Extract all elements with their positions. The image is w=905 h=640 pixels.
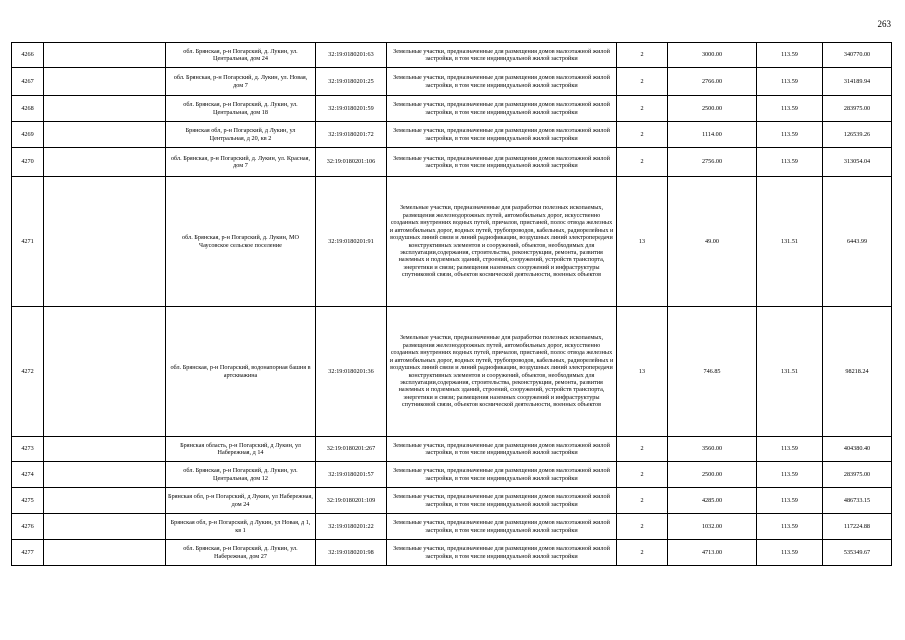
empty-cell [44, 177, 166, 307]
group-code-cell: 2 [617, 122, 668, 148]
land-use-description-cell: Земельные участки, предназначенные для разработки полезных ископаемых, размещения железнодорожных путей, автомобильных дорог, искусственно созданных внутренних водных путей, причалов, пристаней, полос отвода железных и автомобильных дорог, водных путей, трубопроводов, кабельных, радиорелейных и воздушных линий связи и линий радиофикации, воздушных линий электропередачи конструктивных элементов и сооружений, объектов, необходимых для эксплуатации,содержания, строительства, реконструкции, ремонта, развития наземных и подземных зданий, строений, сооружений, устройств транспорта, энергетики и связи; размещения наземных сооружений и инфраструктуры спутниковой связи, объектов космической деятельности, военных объектов [387, 177, 617, 307]
empty-cell [44, 540, 166, 566]
address-cell: Брянская обл, р-н Погарский, д Лукин, ул Набережная, дом 24 [166, 488, 316, 514]
empty-cell [44, 148, 166, 177]
row-number: 4266 [12, 43, 44, 68]
cadastral-number-cell: 32:19:0180201:72 [316, 122, 387, 148]
group-code-cell: 2 [617, 68, 668, 96]
land-use-description-cell: Земельные участки, предназначенные для размещения домов малоэтажной жилой застройки, в том числе индивидуальной жилой застройки [387, 514, 617, 540]
group-code-cell: 2 [617, 437, 668, 462]
cadastral-value-cell: 535349.67 [823, 540, 892, 566]
land-use-description-cell: Земельные участки, предназначенные для размещения домов малоэтажной жилой застройки, в том числе индивидуальной жилой застройки [387, 43, 617, 68]
area-cell: 1114.00 [668, 122, 757, 148]
address-cell: обл. Брянская, р-н Погарский, д. Лукин, ул. Новая, дом 7 [166, 68, 316, 96]
cadastral-number-cell: 32:19:0180201:267 [316, 437, 387, 462]
page-number: 263 [877, 19, 891, 29]
cadastral-number-cell: 32:19:0180201:106 [316, 148, 387, 177]
specific-value-cell: 131.51 [757, 177, 823, 307]
table-row [12, 540, 892, 566]
area-cell: 3000.00 [668, 43, 757, 68]
address-cell: Брянская обл, р-н Погарский, д Лукин, ул Центральная, д 20, кв 2 [166, 122, 316, 148]
cadastral-value-cell: 486733.15 [823, 488, 892, 514]
row-number: 4272 [12, 307, 44, 437]
group-code-cell: 13 [617, 307, 668, 437]
cadastral-value-cell: 283975.00 [823, 462, 892, 488]
cadastral-number-cell: 32:19:0180201:63 [316, 43, 387, 68]
group-code-cell: 2 [617, 43, 668, 68]
land-use-description-cell: Земельные участки, предназначенные для размещения домов малоэтажной жилой застройки, в том числе индивидуальной жилой застройки [387, 148, 617, 177]
specific-value-cell: 113.59 [757, 148, 823, 177]
table-row [12, 488, 892, 514]
specific-value-cell: 113.59 [757, 437, 823, 462]
cadastral-value-table [11, 42, 892, 566]
cadastral-value-cell: 404380.40 [823, 437, 892, 462]
cadastral-number-cell: 32:19:0180201:91 [316, 177, 387, 307]
cadastral-number-cell: 32:19:0180201:25 [316, 68, 387, 96]
table-row [12, 96, 892, 122]
row-number: 4270 [12, 148, 44, 177]
address-cell: обл. Брянская, р-н Погарский, д. Лукин, МО Чаусовское сельское поселение [166, 177, 316, 307]
specific-value-cell: 113.59 [757, 488, 823, 514]
table-row [12, 307, 892, 437]
empty-cell [44, 122, 166, 148]
cadastral-number-cell: 32:19:0180201:36 [316, 307, 387, 437]
group-code-cell: 13 [617, 177, 668, 307]
cadastral-number-cell: 32:19:0180201:59 [316, 96, 387, 122]
specific-value-cell: 113.59 [757, 514, 823, 540]
area-cell: 3560.00 [668, 437, 757, 462]
table-row [12, 122, 892, 148]
address-cell: обл. Брянская, р-н Погарский, д. Лукин, ул. Центральная, дом 18 [166, 96, 316, 122]
address-cell: обл. Брянская, р-н Погарский, д. Лукин, ул. Красная, дом 7 [166, 148, 316, 177]
row-number: 4275 [12, 488, 44, 514]
specific-value-cell: 113.59 [757, 68, 823, 96]
cadastral-number-cell: 32:19:0180201:57 [316, 462, 387, 488]
empty-cell [44, 514, 166, 540]
row-number: 4268 [12, 96, 44, 122]
empty-cell [44, 43, 166, 68]
specific-value-cell: 131.51 [757, 307, 823, 437]
land-use-description-cell: Земельные участки, предназначенные для размещения домов малоэтажной жилой застройки, в том числе индивидуальной жилой застройки [387, 540, 617, 566]
table-row [12, 437, 892, 462]
land-use-description-cell: Земельные участки, предназначенные для размещения домов малоэтажной жилой застройки, в том числе индивидуальной жилой застройки [387, 488, 617, 514]
cadastral-value-cell: 117224.88 [823, 514, 892, 540]
table-row [12, 148, 892, 177]
row-number: 4277 [12, 540, 44, 566]
area-cell: 2766.00 [668, 68, 757, 96]
area-cell: 2500.00 [668, 462, 757, 488]
row-number: 4267 [12, 68, 44, 96]
address-cell: обл. Брянская, р-н Погарский, д. Лукин, ул. Набережная, дом 27 [166, 540, 316, 566]
land-use-description-cell: Земельные участки, предназначенные для размещения домов малоэтажной жилой застройки, в том числе индивидуальной жилой застройки [387, 437, 617, 462]
specific-value-cell: 113.59 [757, 462, 823, 488]
group-code-cell: 2 [617, 148, 668, 177]
group-code-cell: 2 [617, 488, 668, 514]
cadastral-value-cell: 126539.26 [823, 122, 892, 148]
cadastral-value-cell: 98218.24 [823, 307, 892, 437]
cadastral-value-cell: 340770.00 [823, 43, 892, 68]
empty-cell [44, 68, 166, 96]
group-code-cell: 2 [617, 96, 668, 122]
cadastral-value-cell: 6443.99 [823, 177, 892, 307]
specific-value-cell: 113.59 [757, 96, 823, 122]
specific-value-cell: 113.59 [757, 540, 823, 566]
cadastral-number-cell: 32:19:0180201:98 [316, 540, 387, 566]
area-cell: 1032.00 [668, 514, 757, 540]
address-cell: Брянская обл, р-н Погарский, д Лукин, ул Новая, д 1, кв 1 [166, 514, 316, 540]
empty-cell [44, 437, 166, 462]
cadastral-number-cell: 32:19:0180201:109 [316, 488, 387, 514]
group-code-cell: 2 [617, 514, 668, 540]
empty-cell [44, 96, 166, 122]
address-cell: обл. Брянская, р-н Погарский, д. Лукин, ул. Центральная, дом 12 [166, 462, 316, 488]
specific-value-cell: 113.59 [757, 122, 823, 148]
land-use-description-cell: Земельные участки, предназначенные для размещения домов малоэтажной жилой застройки, в том числе индивидуальной жилой застройки [387, 68, 617, 96]
land-use-description-cell: Земельные участки, предназначенные для размещения домов малоэтажной жилой застройки, в том числе индивидуальной жилой застройки [387, 122, 617, 148]
group-code-cell: 2 [617, 462, 668, 488]
address-cell: обл. Брянская, р-н Погарский, водонапорная башня в артскважина [166, 307, 316, 437]
empty-cell [44, 488, 166, 514]
specific-value-cell: 113.59 [757, 43, 823, 68]
group-code-cell: 2 [617, 540, 668, 566]
land-use-description-cell: Земельные участки, предназначенные для разработки полезных ископаемых, размещения железнодорожных путей, автомобильных дорог, искусственно созданных внутренних водных путей, причалов, пристаней, полос отвода железных и автомобильных дорог, водных путей, трубопроводов, кабельных, радиорелейных и воздушных линий связи и линий радиофикации, воздушных линий электропередачи конструктивных элементов и сооружений, объектов, необходимых для эксплуатации,содержания, строительства, реконструкции, ремонта, развития наземных и подземных зданий, строений, сооружений, устройств транспорта, энергетики и связи; размещения наземных сооружений и инфраструктуры спутниковой связи, объектов космической деятельности, военных объектов [387, 307, 617, 437]
table-row [12, 68, 892, 96]
empty-cell [44, 307, 166, 437]
address-cell: Брянская область, р-н Погарский, д Лукин, ул Набережная, д 14 [166, 437, 316, 462]
land-use-description-cell: Земельные участки, предназначенные для размещения домов малоэтажной жилой застройки, в том числе индивидуальной жилой застройки [387, 462, 617, 488]
cadastral-value-cell: 314189.94 [823, 68, 892, 96]
table-row [12, 177, 892, 307]
table-row [12, 462, 892, 488]
table-row [12, 43, 892, 68]
row-number: 4276 [12, 514, 44, 540]
area-cell: 4713.00 [668, 540, 757, 566]
area-cell: 2500.00 [668, 96, 757, 122]
row-number: 4274 [12, 462, 44, 488]
area-cell: 2756.00 [668, 148, 757, 177]
area-cell: 746.85 [668, 307, 757, 437]
table-row [12, 514, 892, 540]
empty-cell [44, 462, 166, 488]
land-use-description-cell: Земельные участки, предназначенные для размещения домов малоэтажной жилой застройки, в том числе индивидуальной жилой застройки [387, 96, 617, 122]
address-cell: обл. Брянская, р-н Погарский, д. Лукин, ул. Центральная, дом 24 [166, 43, 316, 68]
area-cell: 4285.00 [668, 488, 757, 514]
area-cell: 49.00 [668, 177, 757, 307]
row-number: 4271 [12, 177, 44, 307]
cadastral-value-cell: 313054.04 [823, 148, 892, 177]
cadastral-value-cell: 283975.00 [823, 96, 892, 122]
cadastral-number-cell: 32:19:0180201:22 [316, 514, 387, 540]
row-number: 4269 [12, 122, 44, 148]
row-number: 4273 [12, 437, 44, 462]
